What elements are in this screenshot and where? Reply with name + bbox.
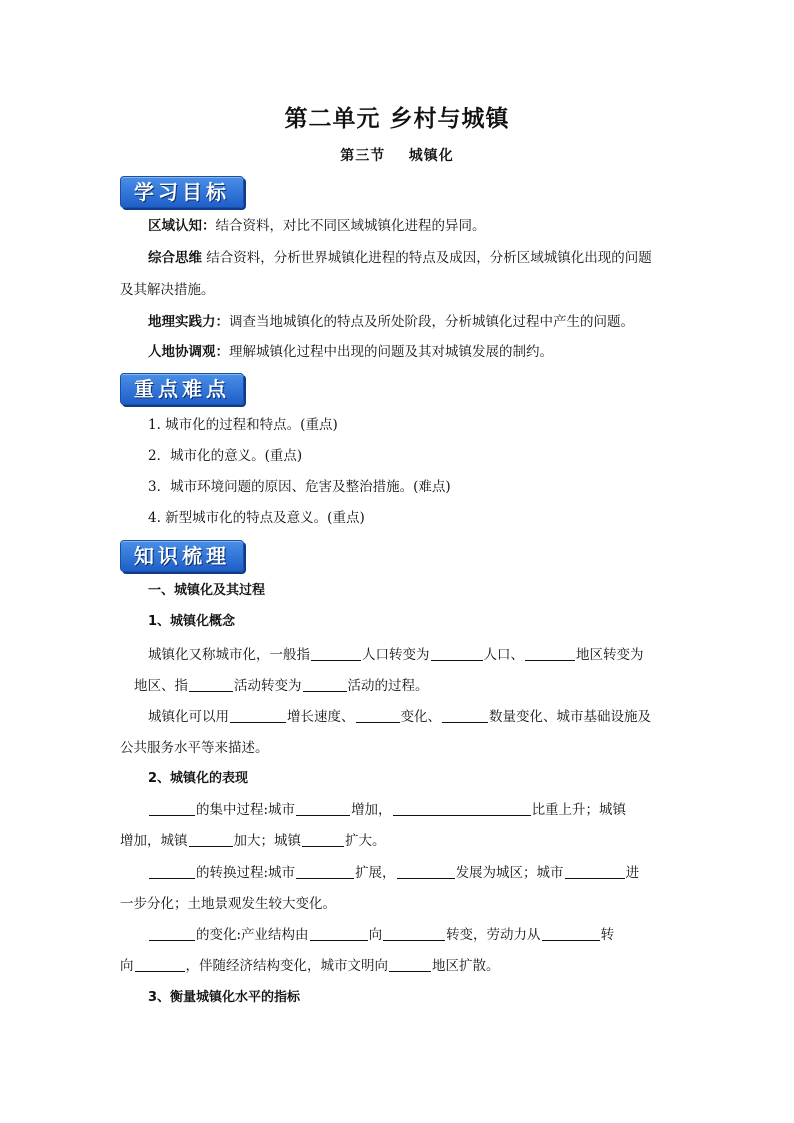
fill-blank[interactable] bbox=[431, 646, 483, 661]
objective-1-label: 区域认知： bbox=[148, 218, 216, 234]
paragraph-expression-3-continued bbox=[120, 957, 500, 975]
objective-3-label: 地理实践力： bbox=[148, 314, 229, 330]
fill-blank[interactable] bbox=[397, 864, 455, 879]
paragraph-concept-1-continued bbox=[134, 677, 429, 695]
fill-blank[interactable] bbox=[149, 864, 195, 879]
paragraph-expression-2 bbox=[148, 864, 639, 882]
text-segment: 增加，城镇 bbox=[120, 833, 188, 849]
text-segment: 转 bbox=[600, 927, 615, 943]
text-segment: ，伴随经济结构变化，城市文明向 bbox=[185, 958, 388, 974]
paragraph-concept-2-continued: 公共服务水平等来描述。 bbox=[120, 740, 269, 756]
fill-blank[interactable] bbox=[565, 864, 625, 879]
fill-blank[interactable] bbox=[389, 957, 431, 972]
text-segment: 变化、 bbox=[400, 709, 441, 725]
text-segment: 的转换过程:城市 bbox=[196, 865, 296, 881]
paragraph-expression-2-continued: 一步分化；土地景观发生较大变化。 bbox=[120, 896, 336, 912]
text-segment: 数量变化、城市基础设施及 bbox=[489, 709, 651, 725]
subsection-heading-2: 2、城镇化的表现 bbox=[148, 771, 249, 786]
fill-blank[interactable] bbox=[189, 677, 233, 692]
paragraph-expression-3 bbox=[148, 926, 614, 944]
text-segment: 加大；城镇 bbox=[233, 833, 301, 849]
fill-blank[interactable] bbox=[189, 832, 233, 847]
text-segment: 人口、 bbox=[483, 647, 524, 663]
fill-blank[interactable] bbox=[311, 646, 361, 661]
text-segment: 向 bbox=[368, 927, 383, 943]
fill-blank[interactable] bbox=[302, 832, 344, 847]
paragraph-concept-1 bbox=[148, 646, 644, 664]
fill-blank[interactable] bbox=[230, 708, 286, 723]
text-segment: 进 bbox=[625, 865, 640, 881]
keypoint-3: 3．城市环境问题的原因、危害及整治措施。(难点) bbox=[148, 479, 451, 495]
objective-2 bbox=[148, 249, 652, 267]
text-segment: 发展为城区；城市 bbox=[455, 865, 564, 881]
keypoint-1: 1. 城市化的过程和特点。(重点) bbox=[148, 417, 338, 433]
subsection-heading-1: 1、城镇化概念 bbox=[148, 614, 236, 629]
fill-blank[interactable] bbox=[393, 801, 531, 816]
objective-3-text: 调查当地城镇化的特点及所处阶段，分析城镇化过程中产生的问题。 bbox=[229, 314, 634, 330]
text-segment: 转变，劳动力从 bbox=[446, 927, 541, 943]
text-segment: 活动的过程。 bbox=[347, 678, 429, 694]
objective-4-label: 人地协调观： bbox=[148, 344, 229, 360]
text-segment: 扩展， bbox=[355, 865, 396, 881]
fill-blank[interactable] bbox=[542, 926, 600, 941]
keypoint-4: 4. 新型城市化的特点及意义。(重点) bbox=[148, 510, 365, 526]
section-heading-1: 一、城镇化及其过程 bbox=[148, 583, 266, 598]
text-segment: 人口转变为 bbox=[362, 647, 430, 663]
objective-2-label: 综合思维 bbox=[148, 250, 202, 266]
fill-blank[interactable] bbox=[296, 801, 350, 816]
page-title: 第二单元 乡村与城镇 bbox=[284, 106, 510, 132]
text-segment: 增加， bbox=[351, 802, 392, 818]
knowledge-badge: 知识梳理 bbox=[120, 540, 244, 572]
fill-blank[interactable] bbox=[442, 708, 488, 723]
fill-blank[interactable] bbox=[356, 708, 400, 723]
objective-1 bbox=[148, 217, 486, 235]
objectives-badge: 学习目标 bbox=[120, 176, 244, 208]
fill-blank[interactable] bbox=[149, 926, 195, 941]
text-segment: 的变化:产业结构由 bbox=[196, 927, 309, 943]
fill-blank[interactable] bbox=[135, 957, 185, 972]
text-segment: 扩大。 bbox=[345, 833, 386, 849]
objective-1-text: 结合资料，对比不同区域城镇化进程的异同。 bbox=[215, 218, 486, 234]
objective-3 bbox=[148, 313, 634, 331]
text-segment: 增长速度、 bbox=[287, 709, 355, 725]
fill-blank[interactable] bbox=[383, 926, 445, 941]
text-segment: 活动转变为 bbox=[234, 678, 302, 694]
page-subtitle: 第三节 城镇化 bbox=[340, 148, 454, 164]
objective-4 bbox=[148, 343, 553, 361]
text-segment: 地区转变为 bbox=[576, 647, 644, 663]
paragraph-concept-2 bbox=[148, 708, 651, 726]
paragraph-expression-1-continued bbox=[120, 832, 386, 850]
fill-blank[interactable] bbox=[310, 926, 368, 941]
fill-blank[interactable] bbox=[296, 864, 354, 879]
text-segment: 的集中过程:城市 bbox=[196, 802, 296, 818]
text-segment: 地区、指 bbox=[134, 678, 188, 694]
subsection-heading-3: 3、衡量城镇化水平的指标 bbox=[148, 990, 301, 1005]
text-segment: 比重上升；城镇 bbox=[531, 802, 627, 818]
keypoint-2: 2．城市化的意义。(重点) bbox=[148, 448, 303, 464]
keypoints-badge: 重点难点 bbox=[120, 373, 244, 405]
paragraph-expression-1 bbox=[148, 801, 626, 819]
fill-blank[interactable] bbox=[303, 677, 347, 692]
text-segment: 城镇化可以用 bbox=[148, 709, 229, 725]
text-segment: 城镇化又称城市化，一般指 bbox=[148, 647, 310, 663]
text-segment: 向 bbox=[120, 958, 134, 974]
text-segment: 地区扩散。 bbox=[432, 958, 500, 974]
objective-2-text: 结合资料，分析世界城镇化进程的特点及成因，分析区域城镇化出现的问题 bbox=[206, 250, 652, 266]
fill-blank[interactable] bbox=[149, 801, 195, 816]
objective-4-text: 理解城镇化过程中出现的问题及其对城镇发展的制约。 bbox=[229, 344, 553, 360]
objective-2-continued: 及其解决措施。 bbox=[120, 282, 215, 298]
fill-blank[interactable] bbox=[525, 646, 575, 661]
